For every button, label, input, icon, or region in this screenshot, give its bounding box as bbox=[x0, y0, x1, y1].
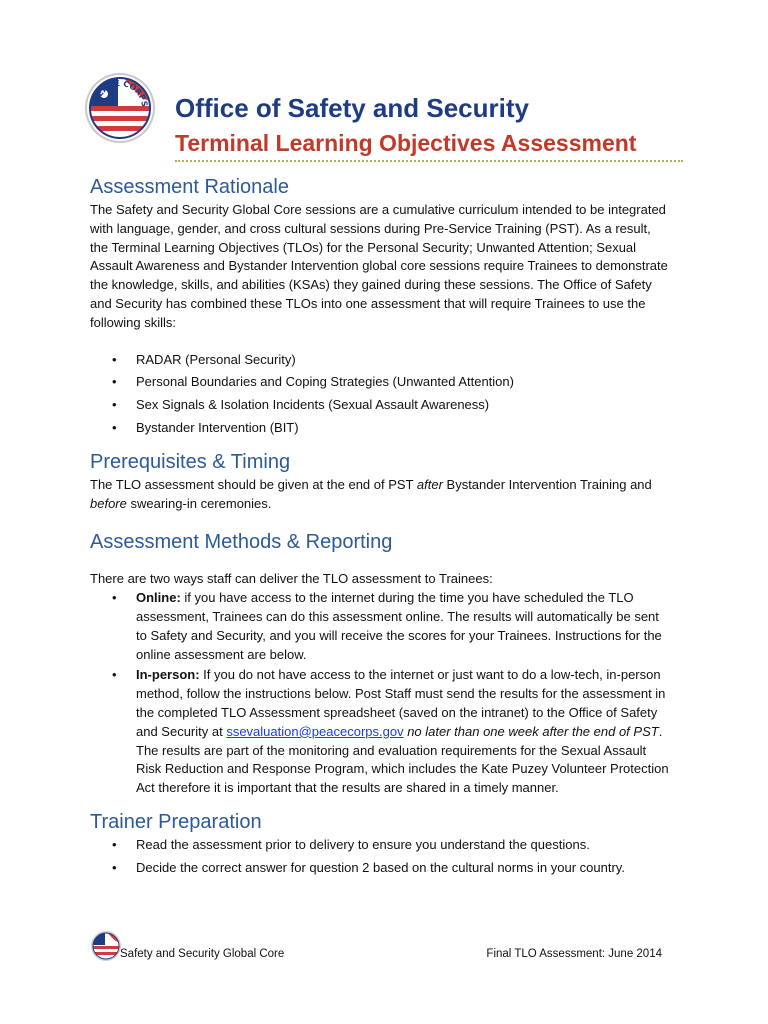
prereq-paragraph bbox=[90, 476, 670, 514]
prep-list bbox=[90, 836, 670, 878]
online-text: if you have access to the internet during the time you have scheduled the TLO assessment, Trainees can do this assessment online. The results will automatically be sent to Safety and Security, and you will receive the scores for your Trainees. Instructions for the online assessment are below. bbox=[136, 590, 662, 662]
footer-right-text: Final TLO Assessment: June 2014 bbox=[486, 948, 662, 960]
list-item: • RADAR (Personal Security) bbox=[90, 351, 670, 370]
prereq-text-2: Bystander Intervention Training and bbox=[442, 476, 652, 492]
online-label: Online: bbox=[136, 590, 181, 606]
heading-trainer-preparation: Trainer Preparation bbox=[90, 810, 262, 833]
heading-assessment-methods: Assessment Methods & Reporting bbox=[90, 531, 393, 554]
method-inperson bbox=[90, 666, 670, 798]
email-link[interactable]: ssevaluation@peacecorps.gov bbox=[226, 723, 404, 739]
prereq-text-3: swearing-in ceremonies. bbox=[126, 495, 272, 511]
prereq-before: before bbox=[90, 495, 127, 511]
rationale-paragraph: The Safety and Security Global Core sessions are a cumulative curriculum intended to be integrated with language, gender, and cross cultural sessions during Pre-Service Training (PST). As a result, the Terminal Learning Objectives (TLOs) for the Personal Security; Unwanted Attention; Sexual Assault Awareness and Bystander Intervention global core sessions require Trainees to demonstrate the knowledge, skills, and abilities (KSAs) they gained during these sessions. The Office of Safety and Security has combined these TLOs into one assessment that will require Trainees to use the following skills: bbox=[90, 202, 668, 330]
page-title: Office of Safety and Security bbox=[175, 93, 529, 123]
heading-assessment-rationale: Assessment Rationale bbox=[90, 176, 289, 198]
page-subtitle: Terminal Learning Objectives Assessment bbox=[175, 130, 637, 156]
prereq-after: after bbox=[416, 476, 443, 492]
footer-left-text: Safety and Security Global Core bbox=[120, 948, 285, 960]
dotted-divider bbox=[175, 160, 683, 162]
deadline-text: no later than one week after the end of PST bbox=[403, 723, 659, 739]
title-block bbox=[175, 92, 685, 158]
skills-list bbox=[90, 351, 670, 438]
footer-logo-icon bbox=[90, 930, 122, 962]
inperson-label: In-person: bbox=[136, 667, 200, 683]
list-item: • Read the assessment prior to delivery to ensure you understand the questions. bbox=[90, 836, 670, 855]
heading-prerequisites-timing: Prerequisites & Timing bbox=[90, 450, 291, 473]
methods-intro: There are two ways staff can deliver the TLO assessment to Trainees: bbox=[90, 571, 493, 587]
list-item: • Personal Boundaries and Coping Strategies (Unwanted Attention) bbox=[90, 373, 670, 392]
prereq-text-1: The TLO assessment should be given at the end of PST bbox=[90, 476, 417, 492]
methods-list bbox=[90, 589, 670, 798]
list-item: • Decide the correct answer for question 2 based on the cultural norms in your country. bbox=[90, 859, 670, 878]
logo-text: PEACE CORPS bbox=[92, 78, 150, 108]
inperson-text-2: . The results are part of the monitoring and evaluation requirements for the Sexual Assault Risk Reduction and Response Program, which includes the Kate Puzey Volunteer Protection Act therefore it is important that the results are shared in a timely manner. bbox=[136, 723, 669, 796]
document-body bbox=[90, 173, 670, 882]
inperson-text: If you do not have access to the internet or just want to do a low-tech, in-person method, follow the instructions below. Post Staff must send the results for the assessment in the completed TLO Assessment spreadsheet (saved on the intranet) to the Office of Safety and Security at bbox=[136, 667, 666, 739]
list-item: • Bystander Intervention (BIT) bbox=[90, 419, 670, 438]
peace-corps-logo bbox=[84, 72, 156, 144]
method-online bbox=[90, 589, 670, 664]
list-item: • Sex Signals & Isolation Incidents (Sexual Assault Awareness) bbox=[90, 396, 670, 415]
page-footer bbox=[90, 930, 665, 964]
